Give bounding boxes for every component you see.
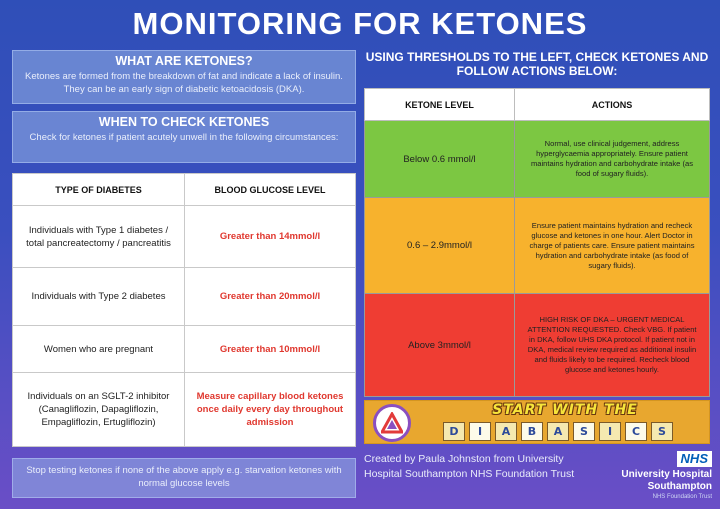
author-credit: Created by Paula Johnston from University Hospital Southampton NHS Foundation Trust [364,453,575,480]
letter-tile: A [495,422,517,441]
nhs-trust-subtitle: NHS Foundation Trust [652,494,712,500]
column-header-actions: ACTIONS [515,89,710,121]
nhs-logo [600,450,712,501]
glucose-level-cell: Greater than 10mmol/l [185,326,356,373]
letter-tile: A [547,422,569,441]
diabetes-type-cell: Individuals with Type 2 diabetes [13,268,185,326]
stop-testing-text: Stop testing ketones if none of the above apply e.g. starvation ketones with normal glucose levels [26,465,342,489]
action-cell: Normal, use clinical judgement, address hyperglycaemia appropriately. Ensure patient maintains hydration and carbohydrate intake (as food of sugary fluids). [515,121,710,198]
glucose-level-cell: Measure capillary blood ketones once daily every day throughout admission [185,373,356,447]
letter-tile: B [521,422,543,441]
letter-tile: D [443,422,465,441]
letter-tile: S [651,422,673,441]
stop-testing-note [12,458,356,498]
glucose-level-cell: Greater than 14mmol/l [185,206,356,268]
start-with-the-diabasics-banner [364,400,710,444]
when-to-check-text: Check for ketones if patient acutely unwell in the following circumstances: [29,132,339,143]
banner-title: START WITH THE [492,402,638,418]
diabetes-type-cell: Individuals with Type 1 diabetes / total pancreatectomy / pancreatitis [13,206,185,268]
nhs-badge: NHS [677,451,712,467]
when-to-check-panel [12,111,356,163]
table-row [365,198,710,294]
ketone-level-cell: Below 0.6 mmol/l [365,121,515,198]
table-row [13,206,356,268]
column-header-glucose: BLOOD GLUCOSE LEVEL [185,174,356,206]
banner-letter-tiles [443,422,673,441]
what-are-ketones-text: Ketones are formed from the breakdown of fat and indicate a lack of insulin. They can be an early sign of diabetic ketoacidosis (DKA). [25,71,343,95]
action-cell: Ensure patient maintains hydration and recheck glucose and ketones in one hour. Alert Doctor in charge of patients care. Ensure patient maintains hydration and carbohydrate intake (as food of sugary fluids). [515,198,710,294]
glucose-level-cell: Greater than 20mmol/l [185,268,356,326]
table-row [13,373,356,447]
table-row [365,294,710,397]
ketone-actions-table [364,88,710,397]
table-header-row [13,174,356,206]
diabetes-type-cell: Women who are pregnant [13,326,185,373]
when-to-check-heading: WHEN TO CHECK KETONES [98,115,270,129]
letter-tile: S [573,422,595,441]
column-header-type: TYPE OF DIABETES [13,174,185,206]
what-are-ketones-panel [12,50,356,104]
diabetes-type-cell: Individuals on an SGLT-2 inhibitor (Canagliflozin, Dapagliflozin, Empagliflozin, Ertugliflozin) [13,373,185,447]
table-row [365,121,710,198]
table-row [13,326,356,373]
table-row [13,268,356,326]
letter-tile: I [599,422,621,441]
action-cell: HIGH RISK OF DKA – URGENT MEDICAL ATTENTION REQUESTED. Check VBG. If patient in DKA, follow UHS DKA protocol. If patient not in DKA, medical review required as additional insulin and fluids likely to be required. Recheck blood glucose and ketones hourly. [515,294,710,397]
ketone-level-cell: Above 3mmol/l [365,294,515,397]
page-title: MONITORING FOR KETONES [132,6,588,41]
what-are-ketones-heading: WHAT ARE KETONES? [115,54,253,68]
triangle-logo-icon [373,404,411,442]
letter-tile: C [625,422,647,441]
diabetes-type-table [12,173,356,447]
letter-tile: I [469,422,491,441]
thresholds-heading: USING THRESHOLDS TO THE LEFT, CHECK KETONES AND FOLLOW ACTIONS BELOW: [365,50,709,78]
column-header-ketone-level: KETONE LEVEL [365,89,515,121]
nhs-trust-name: University Hospital Southampton [621,469,712,492]
ketone-level-cell: 0.6 – 2.9mmol/l [365,198,515,294]
table-header-row [365,89,710,121]
